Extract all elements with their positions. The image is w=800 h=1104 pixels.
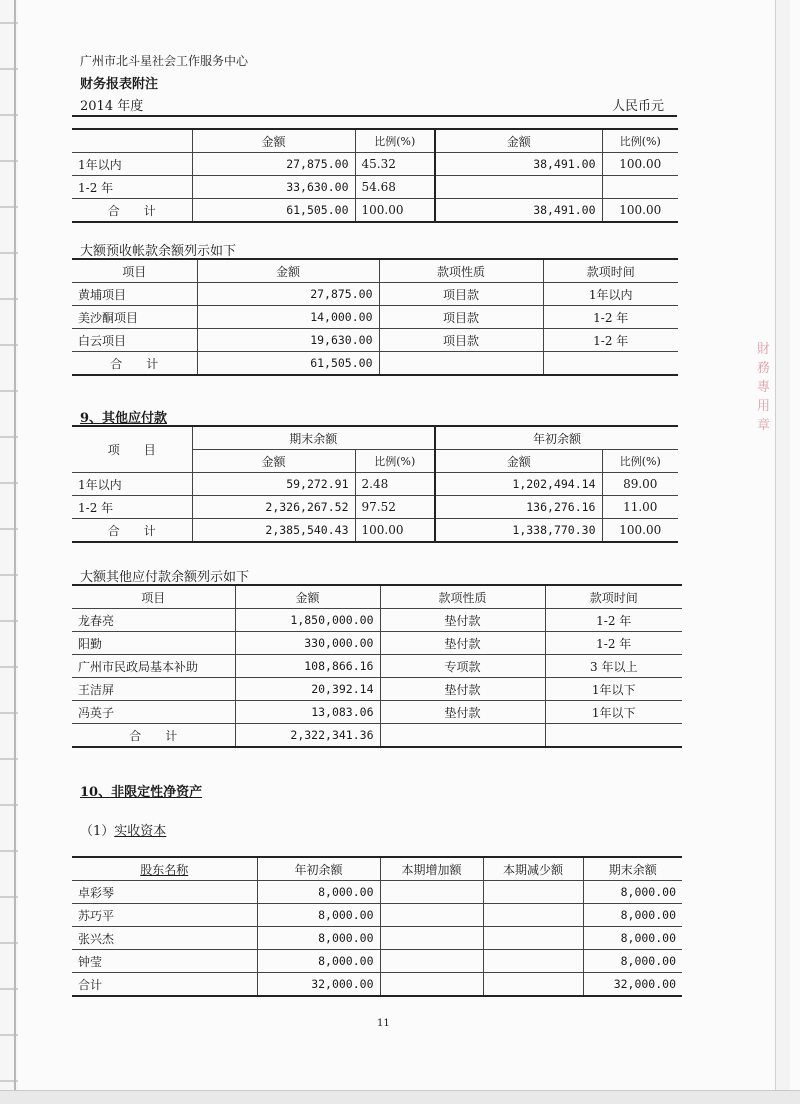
table-cell: 垫付款 — [380, 678, 545, 701]
column-header: 项目 — [122, 264, 147, 279]
table-cell: 100.00 — [602, 519, 678, 543]
table-row — [72, 678, 682, 701]
table-cell: 垫付款 — [380, 701, 545, 724]
table-cell: 14,000.00 — [197, 306, 379, 329]
table-cell — [483, 950, 583, 973]
section-title: 9、其他应付款 — [80, 411, 168, 426]
table-cell: 合 计 — [129, 728, 178, 743]
table-cell — [380, 904, 483, 927]
table-row — [72, 153, 678, 176]
column-header: 款项时间 — [545, 585, 682, 609]
column-header: 股东名称 — [140, 862, 189, 877]
header-rule — [72, 115, 677, 117]
table-cell: 项目款 — [379, 306, 543, 329]
table-cell: 32,000.00 — [583, 973, 682, 997]
table-cell: 1-2 年 — [78, 500, 114, 515]
table-row — [72, 701, 682, 724]
column-group-header: 年初余额 — [435, 426, 678, 450]
table-cell: 8,000.00 — [583, 927, 682, 950]
table-caption: 大额其他应付款余额列示如下 — [80, 570, 250, 585]
column-header: 款项性质 — [379, 259, 543, 283]
table-cell: 专项款 — [380, 655, 545, 678]
table-cell: 38,491.00 — [435, 153, 602, 176]
table-cell — [543, 352, 678, 376]
table-cell: 27,875.00 — [197, 283, 379, 306]
receivables-aging-table — [72, 128, 678, 223]
table-cell: 1年以下 — [545, 701, 682, 724]
table-cell: 卓彩琴 — [78, 885, 115, 900]
table-cell: 1-2 年 — [545, 632, 682, 655]
table-row — [72, 496, 678, 519]
table-cell: 1,202,494.14 — [435, 473, 602, 496]
table-cell — [380, 724, 545, 748]
table-cell: 3 年以上 — [545, 655, 682, 678]
table-cell: 广州市民政局基本补助 — [78, 659, 199, 674]
table-cell: 33,630.00 — [192, 176, 355, 199]
table-row — [72, 904, 682, 927]
table-cell: 1年以下 — [545, 678, 682, 701]
column-group-header: 期末余额 — [192, 426, 435, 450]
table-cell: 1-2 年 — [545, 609, 682, 632]
column-header: 比例(%) — [355, 450, 435, 473]
column-header: 比例(%) — [355, 129, 435, 153]
table-row — [72, 632, 682, 655]
table-cell: 1年以内 — [78, 477, 122, 492]
table-cell: 美沙酮项目 — [78, 310, 139, 325]
org-name: 广州市北斗星社会工作服务中心 — [80, 54, 249, 68]
table-cell — [380, 950, 483, 973]
table-row — [72, 609, 682, 632]
table-cell: 1年以内 — [543, 283, 678, 306]
table-total-row — [72, 973, 682, 997]
table-cell: 龙春亮 — [78, 613, 115, 628]
table-cell: 54.68 — [355, 176, 435, 199]
subsection-prefix: （1） — [80, 824, 115, 839]
table-row — [72, 950, 682, 973]
table-cell: 1,338,770.30 — [435, 519, 602, 543]
table-cell: 2.48 — [355, 473, 435, 496]
table-cell: 白云项目 — [78, 333, 127, 348]
table-cell: 89.00 — [602, 473, 678, 496]
table-cell: 1-2 年 — [543, 306, 678, 329]
table-cell — [483, 881, 583, 904]
table-cell: 1,850,000.00 — [235, 609, 380, 632]
column-header: 年初余额 — [257, 857, 380, 881]
table-cell: 20,392.14 — [235, 678, 380, 701]
table-cell: 垫付款 — [380, 609, 545, 632]
table-cell: 19,630.00 — [197, 329, 379, 352]
table-row — [72, 176, 678, 199]
table-cell: 8,000.00 — [257, 927, 380, 950]
table-cell: 1-2 年 — [78, 180, 114, 195]
column-header: 比例(%) — [602, 129, 678, 153]
table-cell: 100.00 — [355, 199, 435, 223]
table-cell — [602, 176, 678, 199]
column-header: 金额 — [192, 450, 355, 473]
table-cell: 2,385,540.43 — [192, 519, 355, 543]
table-cell: 330,000.00 — [235, 632, 380, 655]
table-cell: 8,000.00 — [583, 950, 682, 973]
seal-stamp: 財 務 專 用 章 — [757, 342, 771, 433]
table-cell: 合 计 — [107, 523, 156, 538]
table-cell: 2,322,341.36 — [235, 724, 380, 748]
table-cell: 8,000.00 — [583, 904, 682, 927]
table-row — [72, 473, 678, 496]
report-year: 2014 年度 — [80, 99, 144, 114]
table-cell — [380, 881, 483, 904]
currency-unit: 人民币元 — [612, 99, 665, 114]
table-total-row — [72, 199, 678, 223]
table-cell: 136,276.16 — [435, 496, 602, 519]
table-cell: 38,491.00 — [435, 199, 602, 223]
table-cell: 100.00 — [355, 519, 435, 543]
table-cell: 苏巧平 — [78, 908, 115, 923]
table-cell — [435, 176, 602, 199]
table-cell: 合计 — [78, 977, 103, 992]
paid-in-capital-table — [72, 856, 682, 997]
doc-title: 财务报表附注 — [80, 77, 159, 92]
subsection-title — [80, 820, 166, 839]
table-cell: 合 计 — [107, 203, 156, 218]
table-cell: 冯英子 — [78, 705, 115, 720]
table-header-row — [72, 857, 682, 881]
table-cell: 黄埔项目 — [78, 287, 127, 302]
table-cell — [483, 904, 583, 927]
column-header: 款项性质 — [380, 585, 545, 609]
column-header: 项 目 — [107, 443, 156, 457]
table-cell: 钟莹 — [78, 954, 103, 969]
column-header: 金额 — [235, 585, 380, 609]
binding-spine — [14, 0, 16, 1103]
table-cell: 阳勤 — [78, 636, 103, 651]
table-cell — [483, 973, 583, 997]
table-header-row — [72, 585, 682, 609]
table-cell: 合 计 — [110, 356, 159, 371]
table-cell — [380, 927, 483, 950]
table-row — [72, 283, 678, 306]
page-number: 11 — [377, 1018, 390, 1029]
column-header: 金额 — [192, 129, 355, 153]
page-bottom-edge — [0, 1090, 800, 1104]
table-cell: 项目款 — [379, 283, 543, 306]
table-caption: 大额预收帐款余额列示如下 — [80, 244, 237, 259]
table-cell: 97.52 — [355, 496, 435, 519]
table-header-row — [72, 129, 678, 153]
table-cell: 1年以内 — [78, 157, 122, 172]
other-payables-table — [72, 425, 678, 543]
table-cell: 8,000.00 — [257, 881, 380, 904]
table-cell: 13,083.06 — [235, 701, 380, 724]
column-header: 比例(%) — [602, 450, 678, 473]
table-cell: 61,505.00 — [197, 352, 379, 376]
table-cell: 张兴杰 — [78, 931, 115, 946]
table-cell: 王洁屏 — [78, 682, 115, 697]
table-cell: 2,326,267.52 — [192, 496, 355, 519]
column-header: 金额 — [435, 129, 602, 153]
table-cell: 59,272.91 — [192, 473, 355, 496]
table-cell: 61,505.00 — [192, 199, 355, 223]
table-row — [72, 881, 682, 904]
table-cell: 垫付款 — [380, 632, 545, 655]
table-cell: 11.00 — [602, 496, 678, 519]
table-row — [72, 306, 678, 329]
column-header: 期末余额 — [583, 857, 682, 881]
table-cell: 27,875.00 — [192, 153, 355, 176]
table-cell: 100.00 — [602, 153, 678, 176]
table-cell: 8,000.00 — [257, 950, 380, 973]
table-cell — [545, 724, 682, 748]
column-header: 项目 — [141, 590, 166, 605]
table-total-row — [72, 352, 678, 376]
column-header: 本期减少额 — [483, 857, 583, 881]
table-cell: 108,866.16 — [235, 655, 380, 678]
table-cell — [483, 927, 583, 950]
table-cell: 8,000.00 — [583, 881, 682, 904]
column-header: 款项时间 — [543, 259, 678, 283]
table-row — [72, 329, 678, 352]
page-edge — [775, 0, 790, 1103]
table-total-row — [72, 519, 678, 543]
column-header: 金额 — [197, 259, 379, 283]
column-header: 金额 — [435, 450, 602, 473]
table-cell: 100.00 — [602, 199, 678, 223]
subsection-name: 实收资本 — [114, 824, 167, 839]
table-header-row — [72, 426, 678, 450]
table-cell: 1-2 年 — [543, 329, 678, 352]
large-advance-receipts-table — [72, 258, 678, 376]
table-cell: 8,000.00 — [257, 904, 380, 927]
section-title: 10、非限定性净资产 — [80, 785, 203, 800]
table-cell — [380, 973, 483, 997]
table-row — [72, 655, 682, 678]
column-header: 本期增加额 — [380, 857, 483, 881]
large-other-payables-table — [72, 584, 682, 748]
table-cell: 32,000.00 — [257, 973, 380, 997]
table-total-row — [72, 724, 682, 748]
table-header-row — [72, 259, 678, 283]
table-cell: 项目款 — [379, 329, 543, 352]
table-cell — [379, 352, 543, 376]
table-row — [72, 927, 682, 950]
table-cell: 45.32 — [355, 153, 435, 176]
